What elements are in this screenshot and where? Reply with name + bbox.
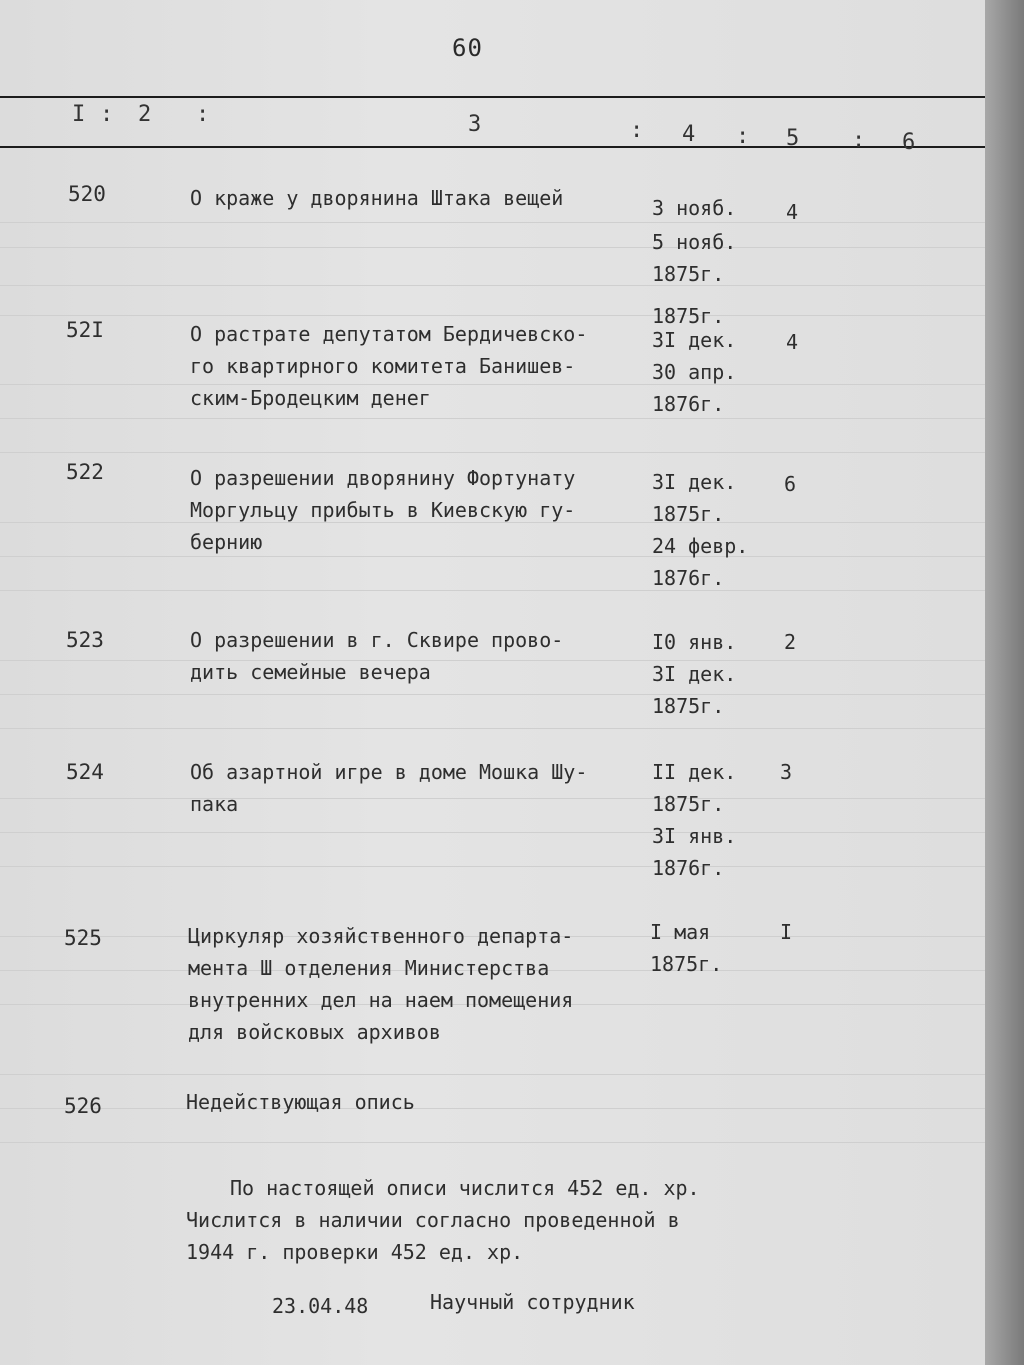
entry-number: 52I (66, 318, 104, 342)
entry-date: I0 янв. (652, 630, 737, 654)
entry-sheets: 6 (784, 472, 797, 496)
header-col-4: 4 (682, 122, 696, 147)
summary-line: Числится в наличии согласно проведенной в (186, 1208, 680, 1232)
entry-title-line: бернию (190, 530, 263, 554)
entry-title-line: О разрешении в г. Сквире прово- (190, 628, 564, 652)
entry-number: 520 (68, 182, 106, 206)
entry-title-line: О краже у дворянина Штака вещей (190, 186, 564, 210)
entry-sheets: I (780, 920, 793, 944)
entry-date: 3I дек. (652, 662, 737, 686)
header-bottom-rule (0, 146, 985, 148)
header-col-3: 3 (468, 112, 482, 137)
header-col-5: 5 (786, 126, 800, 151)
entry-number: 524 (66, 760, 104, 784)
header-sep-1: : (100, 102, 114, 127)
entry-number: 526 (64, 1094, 102, 1118)
entry-sheets: 2 (784, 630, 797, 654)
entry-date: 1875г. (652, 262, 725, 286)
page-edge-shadow (985, 0, 1024, 1365)
entry-number: 522 (66, 460, 104, 484)
entry-sheets: 3 (780, 760, 793, 784)
entry-date: 1876г. (652, 392, 725, 416)
entry-title-line: пака (190, 792, 239, 816)
entry-date: II дек. (652, 760, 737, 784)
entry-title-line: ским-Бродецким денег (190, 386, 431, 410)
entry-title-line: дить семейные вечера (190, 660, 431, 684)
entry-date: 3I дек. (652, 470, 737, 494)
entry-title-line: Об азартной игре в доме Мошка Шу- (190, 760, 588, 784)
entry-date: I мая (650, 920, 711, 944)
footer-role: Научный сотрудник (430, 1290, 635, 1314)
entry-date: 1875г. (650, 952, 723, 976)
header-sep-2: : (196, 102, 210, 127)
entry-title-line: мента Ш отделения Министерства (188, 956, 550, 980)
entry-date: 3 нояб. (652, 196, 737, 220)
header-top-rule (0, 96, 985, 98)
entry-date: 30 апр. (652, 360, 737, 384)
entry-title-line: го квартирного комитета Банишев- (190, 354, 576, 378)
entry-date: 1875г. (652, 792, 725, 816)
page-number: 60 (452, 34, 483, 62)
entry-date: 24 февр. (652, 534, 749, 558)
entry-title-line: Недействующая опись (186, 1090, 415, 1114)
entry-date: 1875г. (652, 502, 725, 526)
entry-date: 1876г. (652, 856, 725, 880)
summary-line: 1944 г. проверки 452 ед. хр. (186, 1240, 524, 1264)
entry-date: 3I дек. (652, 328, 737, 352)
header-col-1: I (72, 102, 86, 127)
entry-title-line: О растрате депутатом Бердичевско- (190, 322, 588, 346)
entry-sheets: 4 (786, 330, 799, 354)
footer-date: 23.04.48 (272, 1294, 369, 1318)
summary-line: По настоящей описи числится 452 ед. хр. (230, 1176, 700, 1200)
entry-date: 1875г. (652, 304, 725, 328)
entry-title-line: Циркуляр хозяйственного департа- (188, 924, 574, 948)
entry-date: 5 нояб. (652, 230, 737, 254)
header-col-6: 6 (902, 130, 916, 155)
entry-title-line: Моргульцу прибыть в Киевскую гу- (190, 498, 576, 522)
entry-date: 1875г. (652, 694, 725, 718)
header-sep-4: : (736, 124, 750, 149)
entry-number: 525 (64, 926, 102, 950)
entry-date: 3I янв. (652, 824, 737, 848)
header-sep-5: : (852, 128, 866, 153)
entry-number: 523 (66, 628, 104, 652)
header-col-2: 2 (138, 102, 152, 127)
entry-title-line: внутренних дел на наем помещения (188, 988, 574, 1012)
entry-date: 1876г. (652, 566, 725, 590)
entry-title-line: О разрешении дворянину Фортунату (190, 466, 576, 490)
entry-sheets: 4 (786, 200, 799, 224)
entry-title-line: для войсковых архивов (188, 1020, 441, 1044)
header-sep-3: : (630, 118, 644, 143)
